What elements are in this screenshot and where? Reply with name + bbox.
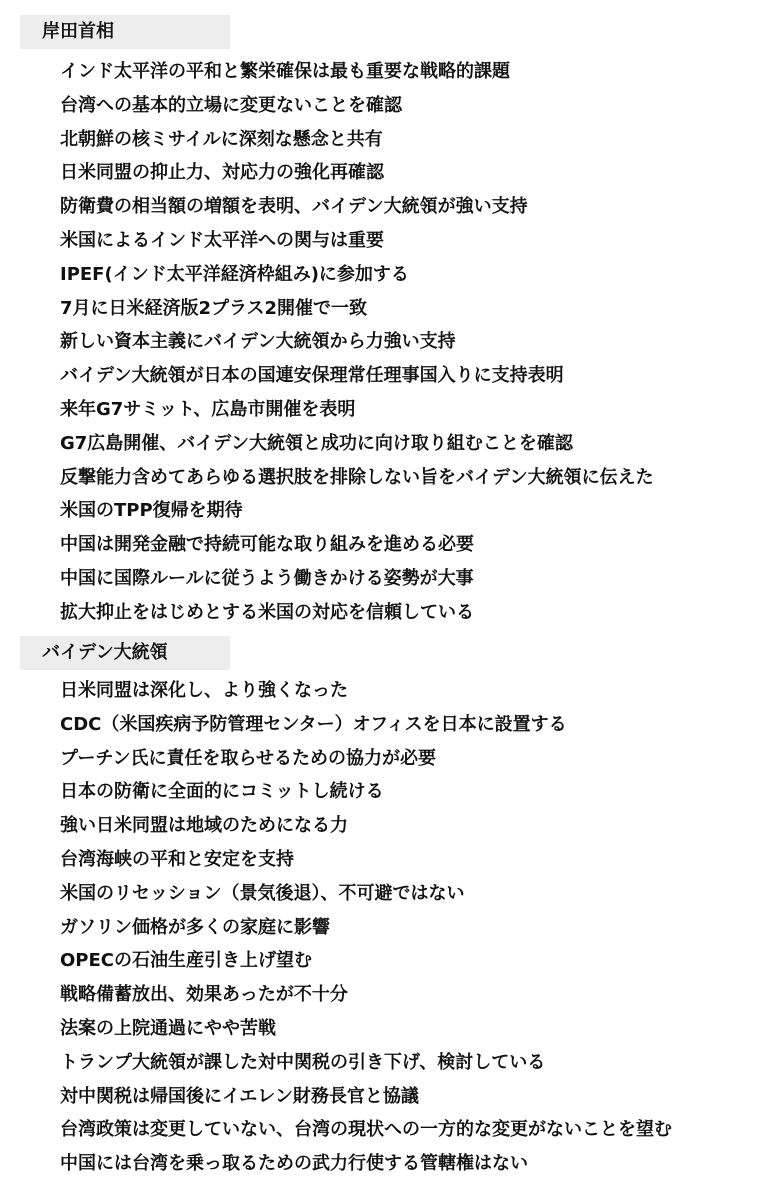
list-item: 戦略備蓄放出、効果あったが不十分: [60, 984, 348, 1006]
list-item: トランプ大統領が課した対中関税の引き下げ、検討している: [60, 1051, 546, 1073]
list-item: 中国は開発金融で持続可能な取り組みを進める必要: [60, 534, 474, 556]
list-item: 法案の上院通過にやや苦戦: [60, 1017, 276, 1039]
list-item: 米国によるインド太平洋への関与は重要: [60, 229, 384, 251]
list-item: 台湾海峡の平和と安定を支持: [60, 848, 294, 870]
list-item: 米国のリセッション（景気後退）、不可避ではない: [60, 882, 465, 904]
list-item: 新しい資本主義にバイデン大統領から力強い支持: [60, 331, 456, 353]
list-item: 対中関税は帰国後にイエレン財務長官と協議: [60, 1085, 419, 1107]
list-item: 日本の防衛に全面的にコミットし続ける: [60, 781, 384, 803]
list-item: G7広島開催、バイデン大統領と成功に向け取り組むことを確認: [60, 432, 573, 454]
biden-statement-list: [60, 674, 672, 1181]
list-item: IPEF(インド太平洋経済枠組み)に参加する: [60, 263, 409, 285]
list-item: 来年G7サミット、広島市開催を表明: [60, 398, 356, 420]
list-item: 北朝鮮の核ミサイルに深刻な懸念と共有: [60, 128, 383, 150]
list-item: ガソリン価格が多くの家庭に影響: [60, 916, 330, 938]
list-item: バイデン大統領が日本の国連安保理常任理事国入りに支持表明: [60, 365, 564, 387]
list-item: OPECの石油生産引き上げ望む: [60, 950, 312, 972]
list-item: 日米同盟の抑止力、対応力の強化再確認: [60, 162, 384, 184]
list-item: インド太平洋の平和と繁栄確保は最も重要な戦略的課題: [60, 61, 510, 82]
list-item: 拡大抑止をはじめとする米国の対応を信頼している: [60, 601, 474, 623]
list-item: 強い日米同盟は地域のためになる力: [60, 815, 348, 837]
list-item: 米国のTPP復帰を期待: [60, 500, 243, 522]
list-item: 日米同盟は深化し、より強くなった: [60, 680, 348, 701]
kishida-statement-list: [60, 55, 654, 630]
list-item: 防衛費の相当額の増額を表明、バイデン大統領が強い支持: [60, 196, 528, 218]
section-header-kishida: 岸田首相: [20, 15, 230, 49]
list-item: 中国に国際ルールに従うよう働きかける姿勢が大事: [60, 567, 474, 589]
list-item: 中国には台湾を乗っ取るための武力行使する管轄権はない: [60, 1153, 528, 1175]
list-item: CDC（米国疾病予防管理センター）オフィスを日本に設置する: [60, 713, 567, 735]
section-header-biden: バイデン大統領: [20, 636, 230, 670]
list-item: 反撃能力含めてあらゆる選択肢を排除しない旨をバイデン大統領に伝えた: [60, 466, 654, 488]
list-item: プーチン氏に責任を取らせるための協力が必要: [60, 747, 437, 769]
list-item: 台湾への基本的立場に変更ないことを確認: [60, 94, 402, 116]
list-item: 7月に日米経済版2プラス2開催で一致: [60, 297, 368, 319]
list-item: 台湾政策は変更していない、台湾の現状への一方的な変更がないことを望む: [60, 1119, 672, 1141]
